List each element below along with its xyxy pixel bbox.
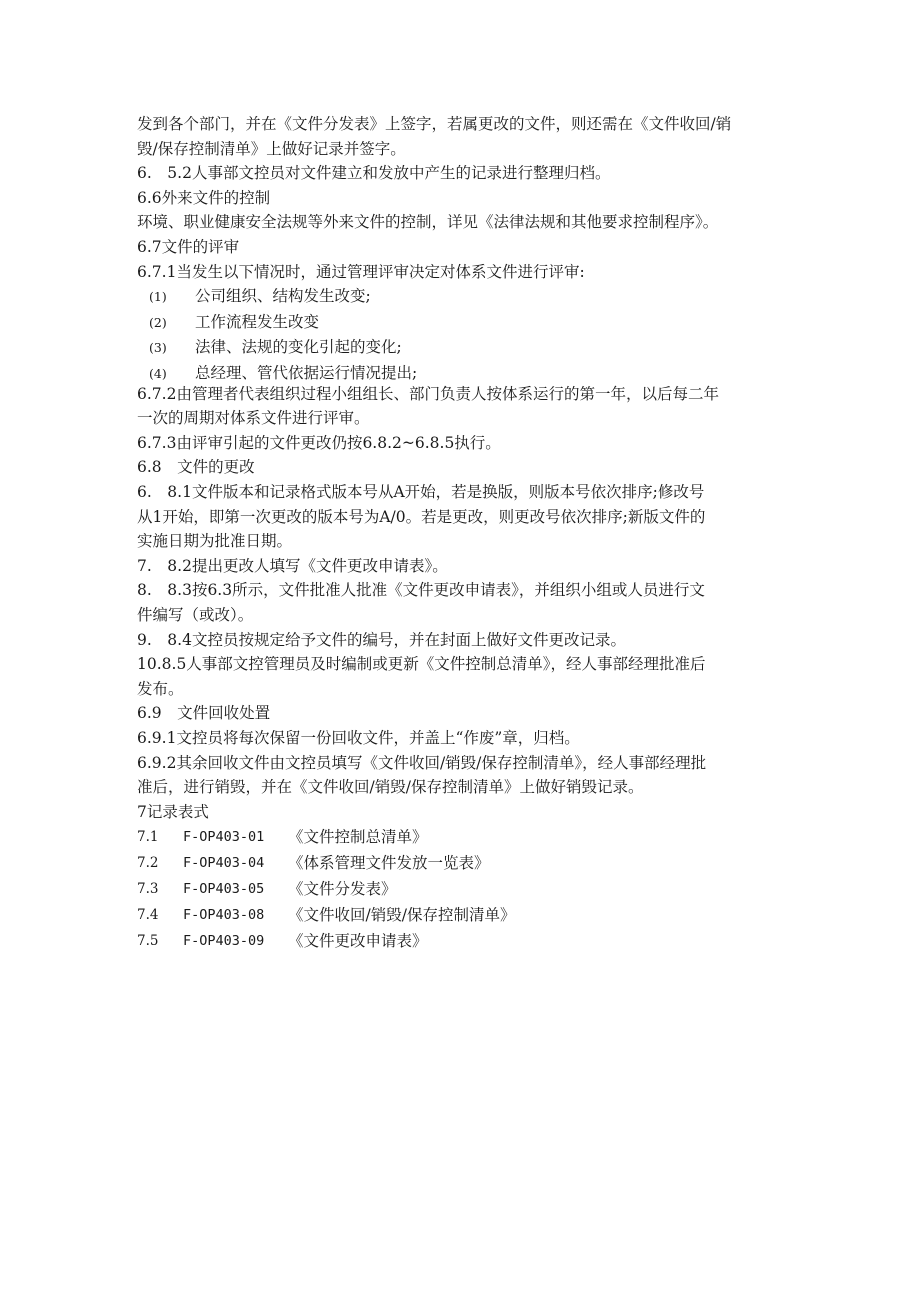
list-number: (2) <box>149 314 167 330</box>
paragraph-line: 6. 5.2人事部文控员对文件建立和发放中产生的记录进行整理归档。 <box>137 164 611 183</box>
list-item <box>137 310 787 336</box>
record-code: F-OP403-01 <box>183 829 265 846</box>
record-title: 《体系管理文件发放一览表》 <box>288 854 490 873</box>
record-row <box>137 877 787 903</box>
paragraph-line: 发到各个部门，并在《文件分发表》上签字，若属更改的文件，则还需在《文件收回/销 <box>137 115 732 133</box>
list-number: (1) <box>149 289 167 305</box>
paragraph-line: 发布。 <box>137 679 184 698</box>
records-list <box>137 825 787 948</box>
review-list <box>137 284 787 380</box>
list-item <box>137 284 787 310</box>
record-row <box>137 903 787 929</box>
paragraph-line: 从1开始，即第一次更改的版本号为A/0。若是更改，则更改号依次排序;新版文件的 <box>137 507 706 526</box>
paragraph-line: 9. 8.4文控员按规定给予文件的编号，并在封面上做好文件更改记录。 <box>137 630 626 649</box>
record-row <box>137 825 787 851</box>
list-text: 工作流程发生改变 <box>195 312 320 331</box>
section-heading: 6.6外来文件的控制 <box>137 188 271 207</box>
middle-text-block <box>137 382 787 825</box>
paragraph-line: 毁/保存控制清单》上做好记录并签字。 <box>137 139 406 158</box>
paragraph-line: 实施日期为批准日期。 <box>137 532 293 551</box>
record-code: F-OP403-08 <box>183 906 265 923</box>
record-row <box>137 929 787 949</box>
record-code: F-OP403-04 <box>183 855 265 872</box>
paragraph-line: 6.9.2其余回收文件由文控员填写《文件收回/销毁/保存控制清单》，经人事部经理批 <box>137 753 707 772</box>
record-number: 7.3 <box>137 880 159 897</box>
paragraph-line: 6. 8.1文件版本和记录格式版本号从A开始，若是换版，则版本号依次排序;修改号 <box>137 483 705 502</box>
list-item <box>137 361 787 380</box>
record-title: 《文件收回/销毁/保存控制清单》 <box>288 905 516 924</box>
paragraph-line: 环境、职业健康安全法规等外来文件的控制，详见《法律法规和其他要求控制程序》。 <box>137 213 719 232</box>
list-number: (4) <box>149 365 167 380</box>
section-heading: 6.9 文件回收处置 <box>137 704 271 723</box>
section-heading: 7记录表式 <box>137 802 209 821</box>
top-text-block <box>137 112 787 284</box>
document-page <box>137 112 787 949</box>
list-text: 法律、法规的变化引起的变化; <box>195 338 402 357</box>
paragraph-line: 件编写（或改）。 <box>137 606 254 624</box>
list-text: 总经理、管代依据运行情况提出; <box>195 363 418 380</box>
paragraph-line: 6.7.1当发生以下情况时，通过管理评审决定对体系文件进行评审: <box>137 262 585 281</box>
list-number: (3) <box>149 340 167 356</box>
record-number: 7.5 <box>137 932 159 949</box>
section-heading: 6.8 文件的更改 <box>137 458 255 477</box>
paragraph-line: 准后，进行销毁，并在《文件收回/销毁/保存控制清单》上做好销毁记录。 <box>137 778 644 797</box>
record-number: 7.2 <box>137 855 159 872</box>
list-text: 公司组织、结构发生改变; <box>195 287 371 306</box>
record-title: 《文件分发表》 <box>288 879 397 898</box>
list-item <box>137 335 787 361</box>
paragraph-line: 7. 8.2提出更改人填写《文件更改申请表》。 <box>137 556 448 575</box>
record-title: 《文件控制总清单》 <box>288 828 428 847</box>
record-code: F-OP403-05 <box>183 880 265 897</box>
paragraph-line: 一次的周期对体系文件进行评审。 <box>137 409 370 428</box>
section-heading: 6.7文件的评审 <box>137 237 240 256</box>
paragraph-line: 6.7.2由管理者代表组织过程小组组长、部门负责人按体系运行的第一年，以后每二年 <box>137 384 719 403</box>
paragraph-line: 6.7.3由评审引起的文件更改仍按6.8.2~6.8.5执行。 <box>137 433 501 452</box>
record-number: 7.1 <box>137 829 159 846</box>
record-row <box>137 851 787 877</box>
paragraph-line: 8. 8.3按6.3所示，文件批准人批准《文件更改申请表》，并组织小组或人员进行文 <box>137 581 705 600</box>
record-number: 7.4 <box>137 906 159 923</box>
record-title: 《文件更改申请表》 <box>288 931 428 949</box>
paragraph-line: 10.8.5人事部文控管理员及时编制或更新《文件控制总清单》，经人事部经理批准后 <box>137 655 706 674</box>
record-code: F-OP403-09 <box>183 932 265 949</box>
paragraph-line: 6.9.1文控员将每次保留一份回收文件，并盖上“作废”章，归档。 <box>137 728 580 747</box>
